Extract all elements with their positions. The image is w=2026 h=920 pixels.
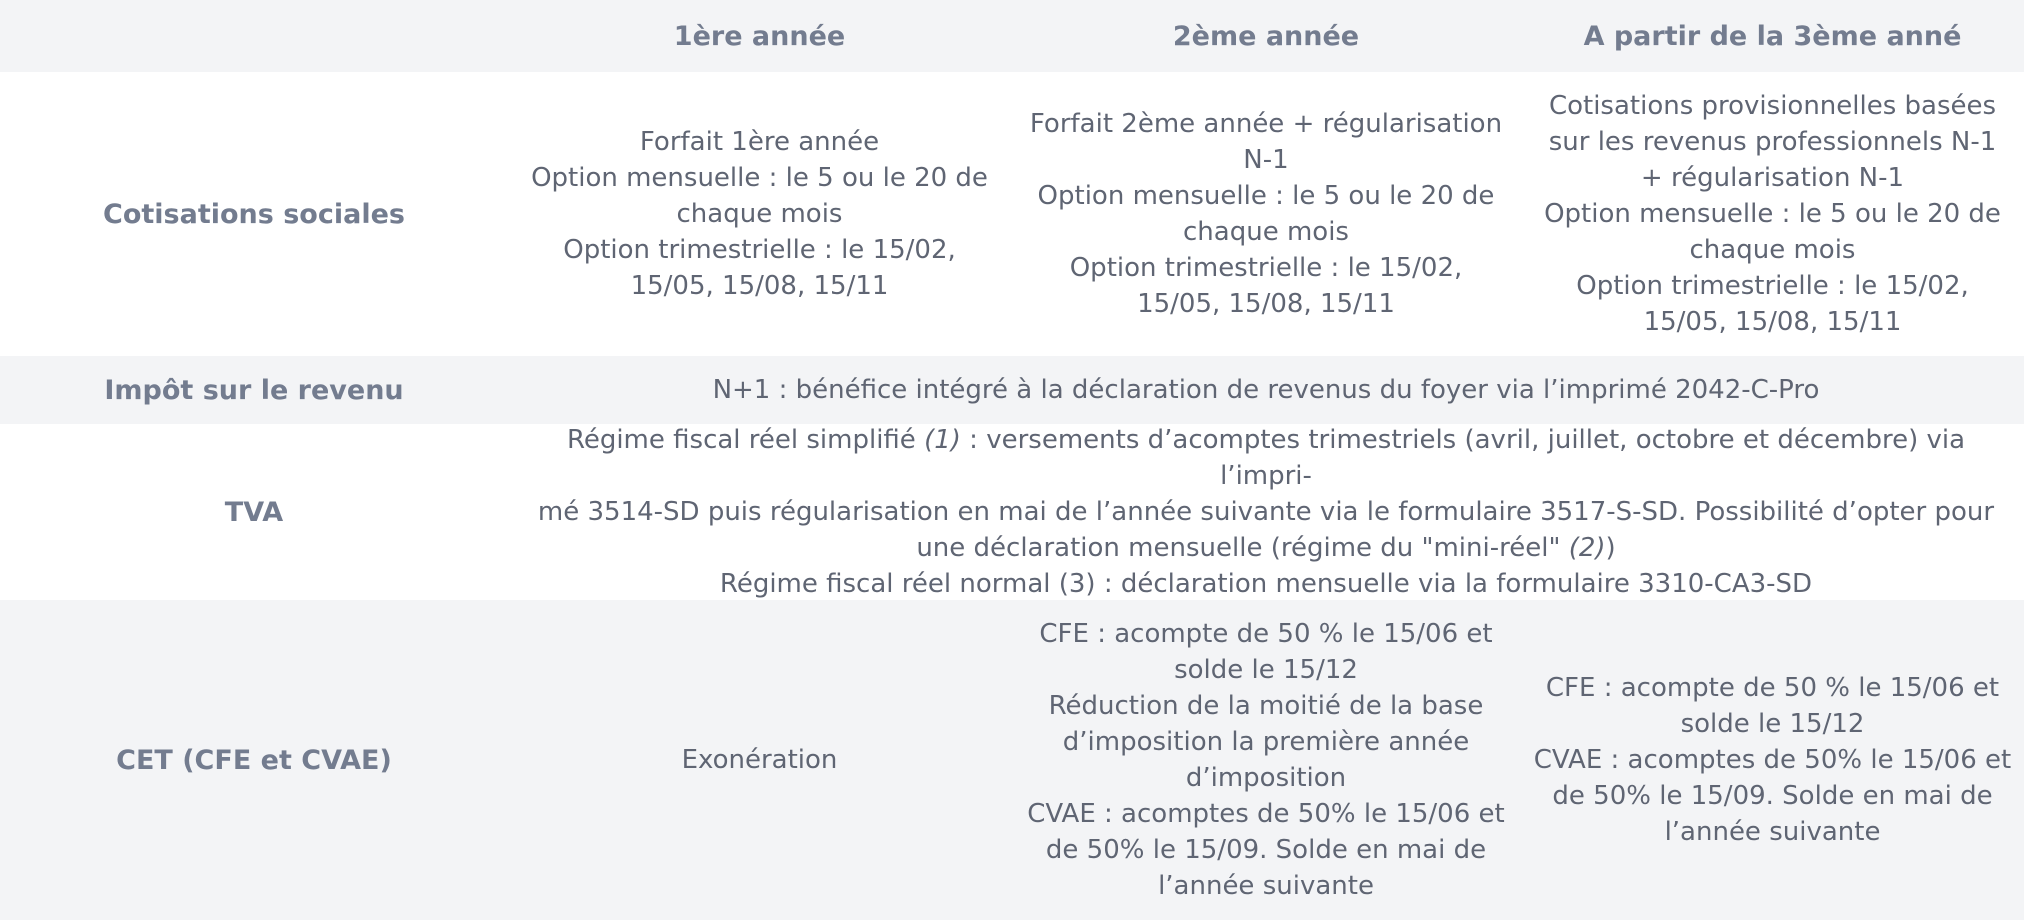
text-fragment: une déclaration mensuelle (régime du "mini-réel" bbox=[916, 533, 1569, 563]
cotisations-year-1 bbox=[508, 72, 1011, 356]
text-line: solde le 15/12 bbox=[1174, 655, 1358, 685]
text-line: 15/05, 15/08, 15/11 bbox=[630, 271, 889, 301]
text-line: 15/05, 15/08, 15/11 bbox=[1137, 289, 1395, 319]
text-line: 15/05, 15/08, 15/11 bbox=[1643, 307, 1902, 337]
text-line: l’année suivante bbox=[1158, 871, 1374, 901]
text-line: l’année suivante bbox=[1664, 817, 1881, 847]
table-row-impot bbox=[0, 356, 2024, 424]
text-line: CFE : acompte de 50 % le 15/06 et bbox=[1545, 673, 2000, 703]
text-line: CFE : acompte de 50 % le 15/06 et bbox=[1039, 619, 1493, 649]
table-row-cet bbox=[0, 600, 2024, 920]
row-label-impot: Impôt sur le revenu bbox=[104, 374, 404, 406]
text-line: N-1 bbox=[1243, 145, 1289, 175]
text-line: Option mensuelle : le 5 ou le 20 de bbox=[1037, 181, 1495, 211]
text-line: de 50% le 15/09. Solde en mai de bbox=[1045, 835, 1487, 865]
cotisations-year-3-plus bbox=[1521, 72, 2024, 356]
table-header-row bbox=[0, 0, 2024, 72]
text-line: Option trimestrielle : le 15/02, bbox=[1576, 271, 1969, 301]
text-line: Forfait 2ème année + régularisation bbox=[1029, 109, 1503, 139]
text-line: + régularisation N-1 bbox=[1640, 163, 1905, 193]
footnote-ref: (2) bbox=[1568, 533, 1606, 563]
text-line: Option mensuelle : le 5 ou le 20 de bbox=[1544, 199, 2001, 229]
text-line: Option trimestrielle : le 15/02, bbox=[1069, 253, 1463, 283]
text-line: d’imposition bbox=[1185, 763, 1347, 793]
impot-all-years: N+1 : bénéfice intégré à la déclaration de revenus du foyer via l’imprimé 2042-C-Pro bbox=[712, 375, 1820, 405]
text-line: Option mensuelle : le 5 ou le 20 de bbox=[531, 163, 988, 193]
row-label-cet: CET (CFE et CVAE) bbox=[116, 744, 392, 776]
text-line: d’imposition la première année bbox=[1062, 727, 1470, 757]
text-fragment: ) bbox=[1605, 533, 1616, 563]
text-line: chaque mois bbox=[1689, 235, 1856, 265]
table-row-cotisations bbox=[0, 72, 2024, 356]
footnote-ref: (1) bbox=[924, 425, 961, 455]
text-line: CVAE : acomptes de 50% le 15/06 et bbox=[1533, 745, 2012, 775]
text-line: Régime fiscal réel normal (3) : déclaration mensuelle via la formulaire 3310-CA3-SD bbox=[719, 569, 1813, 599]
header-empty-cell bbox=[0, 0, 508, 72]
cotisations-year-2 bbox=[1011, 72, 1521, 356]
cet-year-1 bbox=[508, 600, 1011, 920]
text-line: Option trimestrielle : le 15/02, bbox=[563, 235, 956, 265]
text-line: chaque mois bbox=[676, 199, 843, 229]
cet-year-3-plus bbox=[1521, 600, 2024, 920]
row-label-cotisations: Cotisations sociales bbox=[103, 198, 405, 230]
row-label-tva: TVA bbox=[224, 496, 284, 528]
text-line: CVAE : acomptes de 50% le 15/06 et bbox=[1027, 799, 1505, 829]
text-line: Cotisations provisionnelles basées bbox=[1548, 91, 1997, 121]
tva-all-years bbox=[508, 424, 2024, 600]
text-line: sur les revenus professionnels N-1 bbox=[1548, 127, 1997, 157]
cet-year-2 bbox=[1011, 600, 1521, 920]
text-line: Forfait 1ère année bbox=[639, 127, 880, 157]
text-line: solde le 15/12 bbox=[1680, 709, 1865, 739]
header-year-2: 2ème année bbox=[1172, 20, 1360, 52]
text-line: mé 3514-SD puis régularisation en mai de l’année suivante via le formulaire 3517-S-SD. Possibilité d’opter pour bbox=[537, 497, 1995, 527]
text-line: chaque mois bbox=[1183, 217, 1349, 247]
text-line: Exonération bbox=[681, 745, 838, 775]
text-line bbox=[518, 422, 2014, 494]
text-fragment: Régime fiscal réel simplifié bbox=[566, 425, 925, 455]
text-fragment: : versements d’acomptes trimestriels (avril, juillet, octobre et décembre) via l’impri- bbox=[960, 425, 1966, 491]
header-year-1: 1ère année bbox=[673, 20, 846, 52]
table-row-tva bbox=[0, 424, 2024, 600]
text-line: Réduction de la moitié de la base bbox=[1048, 691, 1484, 721]
text-line: de 50% le 15/09. Solde en mai de bbox=[1552, 781, 1993, 811]
text-line bbox=[518, 530, 2014, 566]
header-year-3-plus: A partir de la 3ème anné bbox=[1583, 20, 1962, 52]
